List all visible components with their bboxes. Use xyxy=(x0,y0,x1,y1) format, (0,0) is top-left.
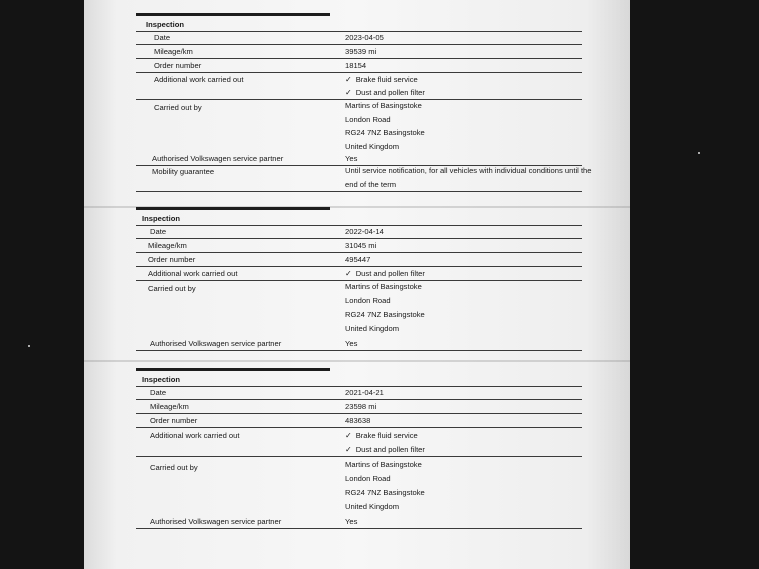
work-item: ✓ Dust and pollen filter xyxy=(345,445,425,454)
date-label: Date xyxy=(154,33,171,42)
work-row xyxy=(136,266,582,281)
work-row xyxy=(136,72,582,86)
work-label: Additional work carried out xyxy=(148,269,238,278)
date-value: 2023-04-05 xyxy=(345,33,384,42)
date-value: 2021-04-21 xyxy=(345,388,384,397)
mileage-row xyxy=(136,399,582,414)
address-block xyxy=(345,458,425,514)
work-item: ✓ Dust and pollen filter xyxy=(345,269,425,278)
address-line: Martins of Basingstoke xyxy=(345,282,422,291)
partner-label: Authorised Volkswagen service partner xyxy=(150,517,282,526)
address-line: London Road xyxy=(345,114,391,124)
partner-value: Yes xyxy=(345,154,358,163)
address-line: London Road xyxy=(345,296,391,305)
section-heading: Inspection xyxy=(146,20,184,29)
mileage-label: Mileage/km xyxy=(148,241,187,250)
mileage-value: 39539 mi xyxy=(345,47,377,56)
checkmark-icon: ✓ xyxy=(345,431,352,440)
mobility-text: Until service notification, for all vehicles with individual conditions until the end of the term xyxy=(345,166,592,189)
section-heading: Inspection xyxy=(142,375,180,384)
address-line: Martins of Basingstoke xyxy=(345,101,422,110)
carried-label: Carried out by xyxy=(148,284,196,293)
work-row-2 xyxy=(136,442,582,457)
background-speck xyxy=(28,345,30,347)
paper-fold xyxy=(84,360,630,362)
section-heading: Inspection xyxy=(142,214,180,223)
date-row xyxy=(136,224,582,239)
date-label: Date xyxy=(150,388,167,397)
partner-value: Yes xyxy=(345,339,358,348)
address-line: Martins of Basingstoke xyxy=(345,460,422,469)
checkmark-icon: ✓ xyxy=(345,88,352,97)
address-line: United Kingdom xyxy=(345,141,400,151)
mileage-row xyxy=(136,44,582,59)
address-line: RG24 7NZ Basingstoke xyxy=(345,310,425,319)
checkmark-icon: ✓ xyxy=(345,445,352,454)
partner-row xyxy=(136,514,582,529)
mobility-label: Mobility guarantee xyxy=(152,167,215,176)
address-block xyxy=(345,280,425,336)
address-line: RG24 7NZ Basingstoke xyxy=(345,128,425,137)
date-label: Date xyxy=(150,227,167,236)
carried-label: Carried out by xyxy=(154,103,202,112)
work-row-2 xyxy=(136,85,582,100)
address-line: United Kingdom xyxy=(345,324,400,333)
order-value: 483638 xyxy=(345,416,371,425)
checkmark-icon: ✓ xyxy=(345,75,352,84)
carried-label: Carried out by xyxy=(150,463,198,472)
date-value: 2022-04-14 xyxy=(345,227,384,236)
work-label: Additional work carried out xyxy=(154,75,244,84)
date-row xyxy=(136,30,582,45)
work-item: ✓ Brake fluid service xyxy=(345,75,418,84)
order-label: Order number xyxy=(150,416,198,425)
section-bar xyxy=(136,207,330,210)
partner-value: Yes xyxy=(345,517,358,526)
mileage-value: 31045 mi xyxy=(345,241,377,250)
work-row xyxy=(136,428,582,442)
partner-label: Authorised Volkswagen service partner xyxy=(150,339,282,348)
mobility-row xyxy=(136,164,592,192)
address-line: United Kingdom xyxy=(345,502,400,511)
order-row xyxy=(136,413,582,428)
address-block xyxy=(345,99,425,153)
work-item: ✓ Brake fluid service xyxy=(345,431,418,440)
address-line: London Road xyxy=(345,474,391,483)
work-label: Additional work carried out xyxy=(150,431,240,440)
order-value: 495447 xyxy=(345,255,371,264)
section-bar xyxy=(136,13,330,16)
order-value: 18154 xyxy=(345,61,367,70)
date-row xyxy=(136,385,582,400)
service-record-paper xyxy=(84,0,630,569)
mileage-label: Mileage/km xyxy=(150,402,189,411)
background-speck xyxy=(698,152,700,154)
address-line: RG24 7NZ Basingstoke xyxy=(345,488,425,497)
section-bar xyxy=(136,368,330,371)
order-row xyxy=(136,58,582,73)
partner-label: Authorised Volkswagen service partner xyxy=(152,154,284,163)
work-item: ✓ Dust and pollen filter xyxy=(345,88,425,97)
order-label: Order number xyxy=(154,61,202,70)
mileage-label: Mileage/km xyxy=(154,47,193,56)
checkmark-icon: ✓ xyxy=(345,269,352,278)
mileage-row xyxy=(136,238,582,253)
mileage-value: 23598 mi xyxy=(345,402,377,411)
order-row xyxy=(136,252,582,267)
partner-row xyxy=(136,336,582,351)
order-label: Order number xyxy=(148,255,196,264)
